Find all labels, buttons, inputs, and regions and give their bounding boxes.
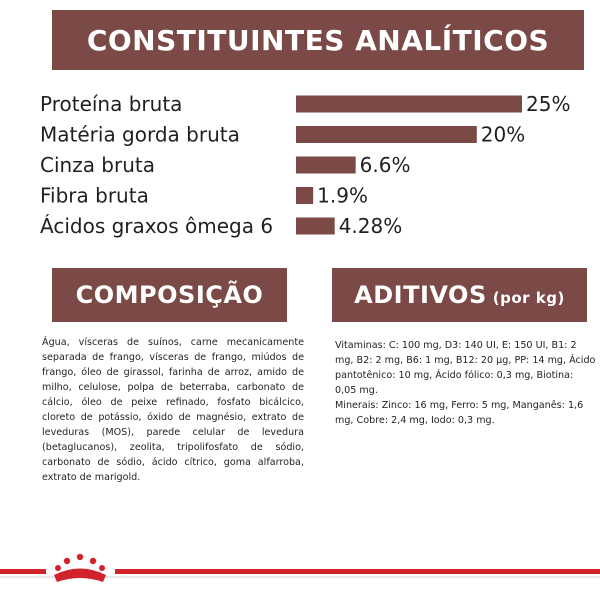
additives-text <box>335 338 597 428</box>
value-label: 20% <box>480 122 526 147</box>
value-label: 6.6% <box>359 153 411 177</box>
analytics-header <box>52 10 584 70</box>
category-label: Cinza bruta <box>40 153 155 177</box>
additives-title: ADITIVOS <box>354 281 487 309</box>
additives-subtitle: (por kg) <box>492 289 565 307</box>
bar <box>296 96 522 113</box>
bar <box>296 187 313 204</box>
bar <box>296 157 356 174</box>
additives-vitamins: Vitaminas: C: 100 mg, D3: 140 UI, E: 150 UI, B1: 2 mg, B2: 2 mg, B6: 1 mg, B12: 20 µg, PP: 14 mg, Ácido pantotênico: 10 mg, Ácido fólico: 0,3 mg, Biotina: 0,05 mg. <box>335 340 596 396</box>
bar <box>296 126 477 143</box>
crown-icon <box>54 554 106 582</box>
value-label: 4.28% <box>338 214 403 238</box>
footer-red-line-left <box>0 569 46 574</box>
additives-header <box>332 268 587 322</box>
category-label: Proteína bruta <box>40 92 183 116</box>
analytics-bar-chart <box>0 86 600 246</box>
composition-text: Água, vísceras de suínos, carne mecanicamente separada de frango, vísceras de frango, miúdos de frango, óleo de girassol, farinha de arroz, amido de milho, celulose, polpa de beterraba, carbonato de cálcio, óleo de peixe refinado, fosfato bicálcico, cloreto de potássio, óxido de magnésio, extrato de leveduras (MOS), parede celular de levedura (betaglucanos), zeolita, tripolifosfato de sódio, carbonato de sódio, ácido cítrico, goma alfarroba, extrato de marigold. <box>42 337 304 483</box>
value-label: 1.9% <box>317 183 368 208</box>
value-label: 25% <box>526 92 571 116</box>
category-label: Ácidos graxos ômega 6 <box>40 214 274 238</box>
composition-header <box>52 268 287 322</box>
category-label: Fibra bruta <box>40 183 149 208</box>
analytics-title: CONSTITUINTES ANALÍTICOS <box>86 23 550 57</box>
footer-red-line-right <box>115 569 600 574</box>
footer-brand-strip <box>0 548 600 590</box>
category-label: Matéria gorda bruta <box>40 122 240 147</box>
composition-title: COMPOSIÇÃO <box>75 281 264 309</box>
additives-minerals: Minerais: Zinco: 16 mg, Ferro: 5 mg, Manganês: 1,6 mg, Cobre: 2,4 mg, Iodo: 0,3 mg. <box>335 400 584 426</box>
bar <box>296 218 335 235</box>
